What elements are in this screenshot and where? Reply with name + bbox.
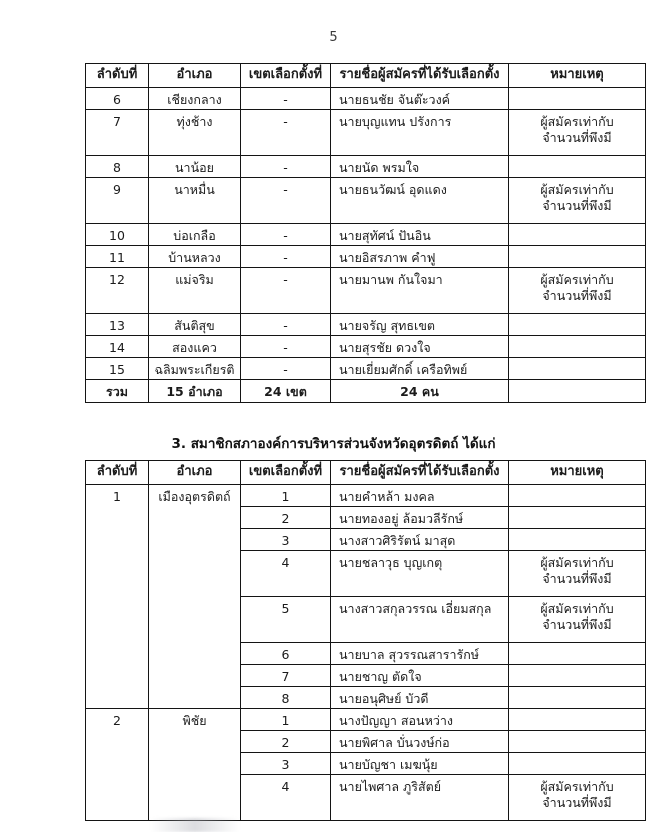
cell-order: 9 [86, 177, 149, 223]
cell-name: นายธนวัฒน์ อุดแดง [331, 177, 509, 223]
cell-order: 13 [86, 313, 149, 335]
column-header-zone: เขตเลือกตั้งที่ [241, 461, 331, 485]
cell-order: 7 [86, 109, 149, 155]
cell-order: 12 [86, 267, 149, 313]
cell-remark [509, 155, 646, 177]
cell-amphoe: นาน้อย [149, 155, 241, 177]
cell-name: นายบัญชา เมฆนุ้ย [331, 752, 509, 774]
cell-zone: - [241, 245, 331, 267]
cell-name: นายอนุศิษย์ บัวดี [331, 686, 509, 708]
cell-remark [509, 357, 646, 379]
cell-amphoe: แม่จริม [149, 267, 241, 313]
cell-zone: - [241, 357, 331, 379]
remark-line-2: จำนวนที่พึงมี [542, 129, 612, 145]
cell-amphoe: ทุ่งช้าง [149, 109, 241, 155]
cell-order: 2 [86, 708, 149, 820]
cell-zone: - [241, 155, 331, 177]
table-row [86, 484, 646, 506]
cell-amphoe: เชียงกลาง [149, 87, 241, 109]
cell-total-zone: 24 เขต [241, 379, 331, 402]
column-header-remark: หมายเหตุ [509, 64, 646, 88]
cell-name: นายนัด พรมใจ [331, 155, 509, 177]
cell-remark [509, 642, 646, 664]
cell-name: นายคำหล้า มงคล [331, 484, 509, 506]
cell-remark [509, 335, 646, 357]
cell-zone: - [241, 87, 331, 109]
cell-amphoe: ฉลิมพระเกียรติ [149, 357, 241, 379]
cell-name: นายเยี่ยมศักดิ์ เครือทิพย์ [331, 357, 509, 379]
table-row [86, 357, 646, 379]
remark-line-1: ผู้สมัครเท่ากับ [540, 600, 614, 616]
table-row [86, 313, 646, 335]
table-row [86, 245, 646, 267]
cell-zone: 4 [241, 550, 331, 596]
cell-zone: 2 [241, 730, 331, 752]
cell-remark [509, 223, 646, 245]
cell-name: นายมานพ กันใจมา [331, 267, 509, 313]
column-header-remark: หมายเหตุ [509, 461, 646, 485]
cell-zone: 1 [241, 484, 331, 506]
cell-remark [509, 708, 646, 730]
cell-remark [509, 686, 646, 708]
cell-total-names: 24 คน [331, 379, 509, 402]
column-header-order: ลำดับที่ [86, 64, 149, 88]
cell-name: นายสุทัศน์ ปันอิน [331, 223, 509, 245]
cell-order: 1 [86, 484, 149, 708]
table-row [86, 335, 646, 357]
table-row [86, 267, 646, 313]
cell-zone: - [241, 313, 331, 335]
cell-zone: - [241, 267, 331, 313]
cell-name: นายอิสรภาพ คำฟู [331, 245, 509, 267]
table-row [86, 223, 646, 245]
cell-remark [509, 484, 646, 506]
column-header-amphoe: อำเภอ [149, 64, 241, 88]
remark-line-1: ผู้สมัครเท่ากับ [540, 113, 614, 129]
cell-name: นายสุรชัย ดวงใจ [331, 335, 509, 357]
cell-amphoe: เมืองอุตรดิตถ์ [149, 484, 241, 708]
cell-name: นายบุญแทน ปรังการ [331, 109, 509, 155]
cell-name: นายไพศาล ภูริสัตย์ [331, 774, 509, 820]
remark-line-2: จำนวนที่พึงมี [542, 616, 612, 632]
cell-name: นางสาวสกุลวรรณ เอี่ยมสกุล [331, 596, 509, 642]
table-row [86, 109, 646, 155]
remark-line-2: จำนวนที่พึงมี [542, 570, 612, 586]
cell-remark [509, 596, 646, 642]
cell-remark [509, 664, 646, 686]
remark-line-1: ผู้สมัครเท่ากับ [540, 271, 614, 287]
cell-remark [509, 313, 646, 335]
cell-remark [509, 528, 646, 550]
cell-remark [509, 550, 646, 596]
column-header-order: ลำดับที่ [86, 461, 149, 485]
remark-line-2: จำนวนที่พึงมี [542, 794, 612, 810]
cell-name: นายชลาวุธ บุญเกตุ [331, 550, 509, 596]
cell-amphoe: สองแคว [149, 335, 241, 357]
cell-remark [509, 87, 646, 109]
cell-zone: 3 [241, 752, 331, 774]
remark-line-1: ผู้สมัครเท่ากับ [540, 778, 614, 794]
cell-amphoe: สันติสุข [149, 313, 241, 335]
cell-zone: 3 [241, 528, 331, 550]
cell-total-amphoe: 15 อำเภอ [149, 379, 241, 402]
cell-remark [509, 177, 646, 223]
table-row [86, 87, 646, 109]
cell-remark [509, 109, 646, 155]
cell-zone: 6 [241, 642, 331, 664]
table-row [86, 177, 646, 223]
cell-zone: 8 [241, 686, 331, 708]
table-header [86, 461, 646, 485]
cell-total-label: รวม [86, 379, 149, 402]
cell-amphoe: พิชัย [149, 708, 241, 820]
cell-name: นายทองอยู่ ล้อมวลีรักษ์ [331, 506, 509, 528]
cell-name: นางปัญญา สอนหว่าง [331, 708, 509, 730]
table-total-row [86, 379, 646, 402]
cell-order: 11 [86, 245, 149, 267]
cell-amphoe: บ่อเกลือ [149, 223, 241, 245]
table-header-row [86, 64, 646, 88]
cell-order: 14 [86, 335, 149, 357]
cell-zone: 1 [241, 708, 331, 730]
cell-name: นายธนชัย จันต๊ะวงค์ [331, 87, 509, 109]
table-header-row [86, 461, 646, 485]
cell-remark [509, 774, 646, 820]
cell-name: นายบาล สุวรรณสารารักษ์ [331, 642, 509, 664]
cell-name: นายพิศาล บั่นวงษ์ก่อ [331, 730, 509, 752]
cell-zone: 7 [241, 664, 331, 686]
page-number: 5 [329, 30, 338, 45]
cell-remark [509, 752, 646, 774]
column-header-zone: เขตเลือกตั้งที่ [241, 64, 331, 88]
cell-remark [509, 267, 646, 313]
cell-zone: - [241, 335, 331, 357]
remark-line-1: ผู้สมัครเท่ากับ [540, 554, 614, 570]
cell-remark [509, 245, 646, 267]
cell-remark [509, 506, 646, 528]
cell-zone: - [241, 177, 331, 223]
cell-zone: - [241, 109, 331, 155]
section-heading-uttaradit: 3. สมาชิกสภาองค์การบริหารส่วนจังหวัดอุตรดิตถ์ ได้แก่ [171, 436, 496, 452]
table-header [86, 64, 646, 88]
remark-line-2: จำนวนที่พึงมี [542, 287, 612, 303]
cell-total-remark [509, 379, 646, 402]
cell-order: 8 [86, 155, 149, 177]
table-row [86, 155, 646, 177]
election-table-uttaradit [85, 460, 646, 821]
cell-amphoe: นาหมื่น [149, 177, 241, 223]
cell-zone: - [241, 223, 331, 245]
cell-order: 15 [86, 357, 149, 379]
cell-name: นางสาวศิริรัตน์ มาสุด [331, 528, 509, 550]
column-header-names: รายชื่อผู้สมัครที่ได้รับเลือกตั้ง [331, 461, 509, 485]
cell-zone: 4 [241, 774, 331, 820]
cell-name: นายจรัญ สุทธเขต [331, 313, 509, 335]
column-header-names: รายชื่อผู้สมัครที่ได้รับเลือกตั้ง [331, 64, 509, 88]
column-header-amphoe: อำเภอ [149, 461, 241, 485]
table-body [86, 87, 646, 402]
cell-amphoe: บ้านหลวง [149, 245, 241, 267]
cell-order: 10 [86, 223, 149, 245]
cell-order: 6 [86, 87, 149, 109]
cell-zone: 5 [241, 596, 331, 642]
table-row [86, 708, 646, 730]
cell-name: นายชาญ ตัดใจ [331, 664, 509, 686]
election-table-nan [85, 63, 646, 403]
table-body [86, 484, 646, 820]
cell-remark [509, 730, 646, 752]
remark-line-1: ผู้สมัครเท่ากับ [540, 181, 614, 197]
remark-line-2: จำนวนที่พึงมี [542, 197, 612, 213]
cell-zone: 2 [241, 506, 331, 528]
